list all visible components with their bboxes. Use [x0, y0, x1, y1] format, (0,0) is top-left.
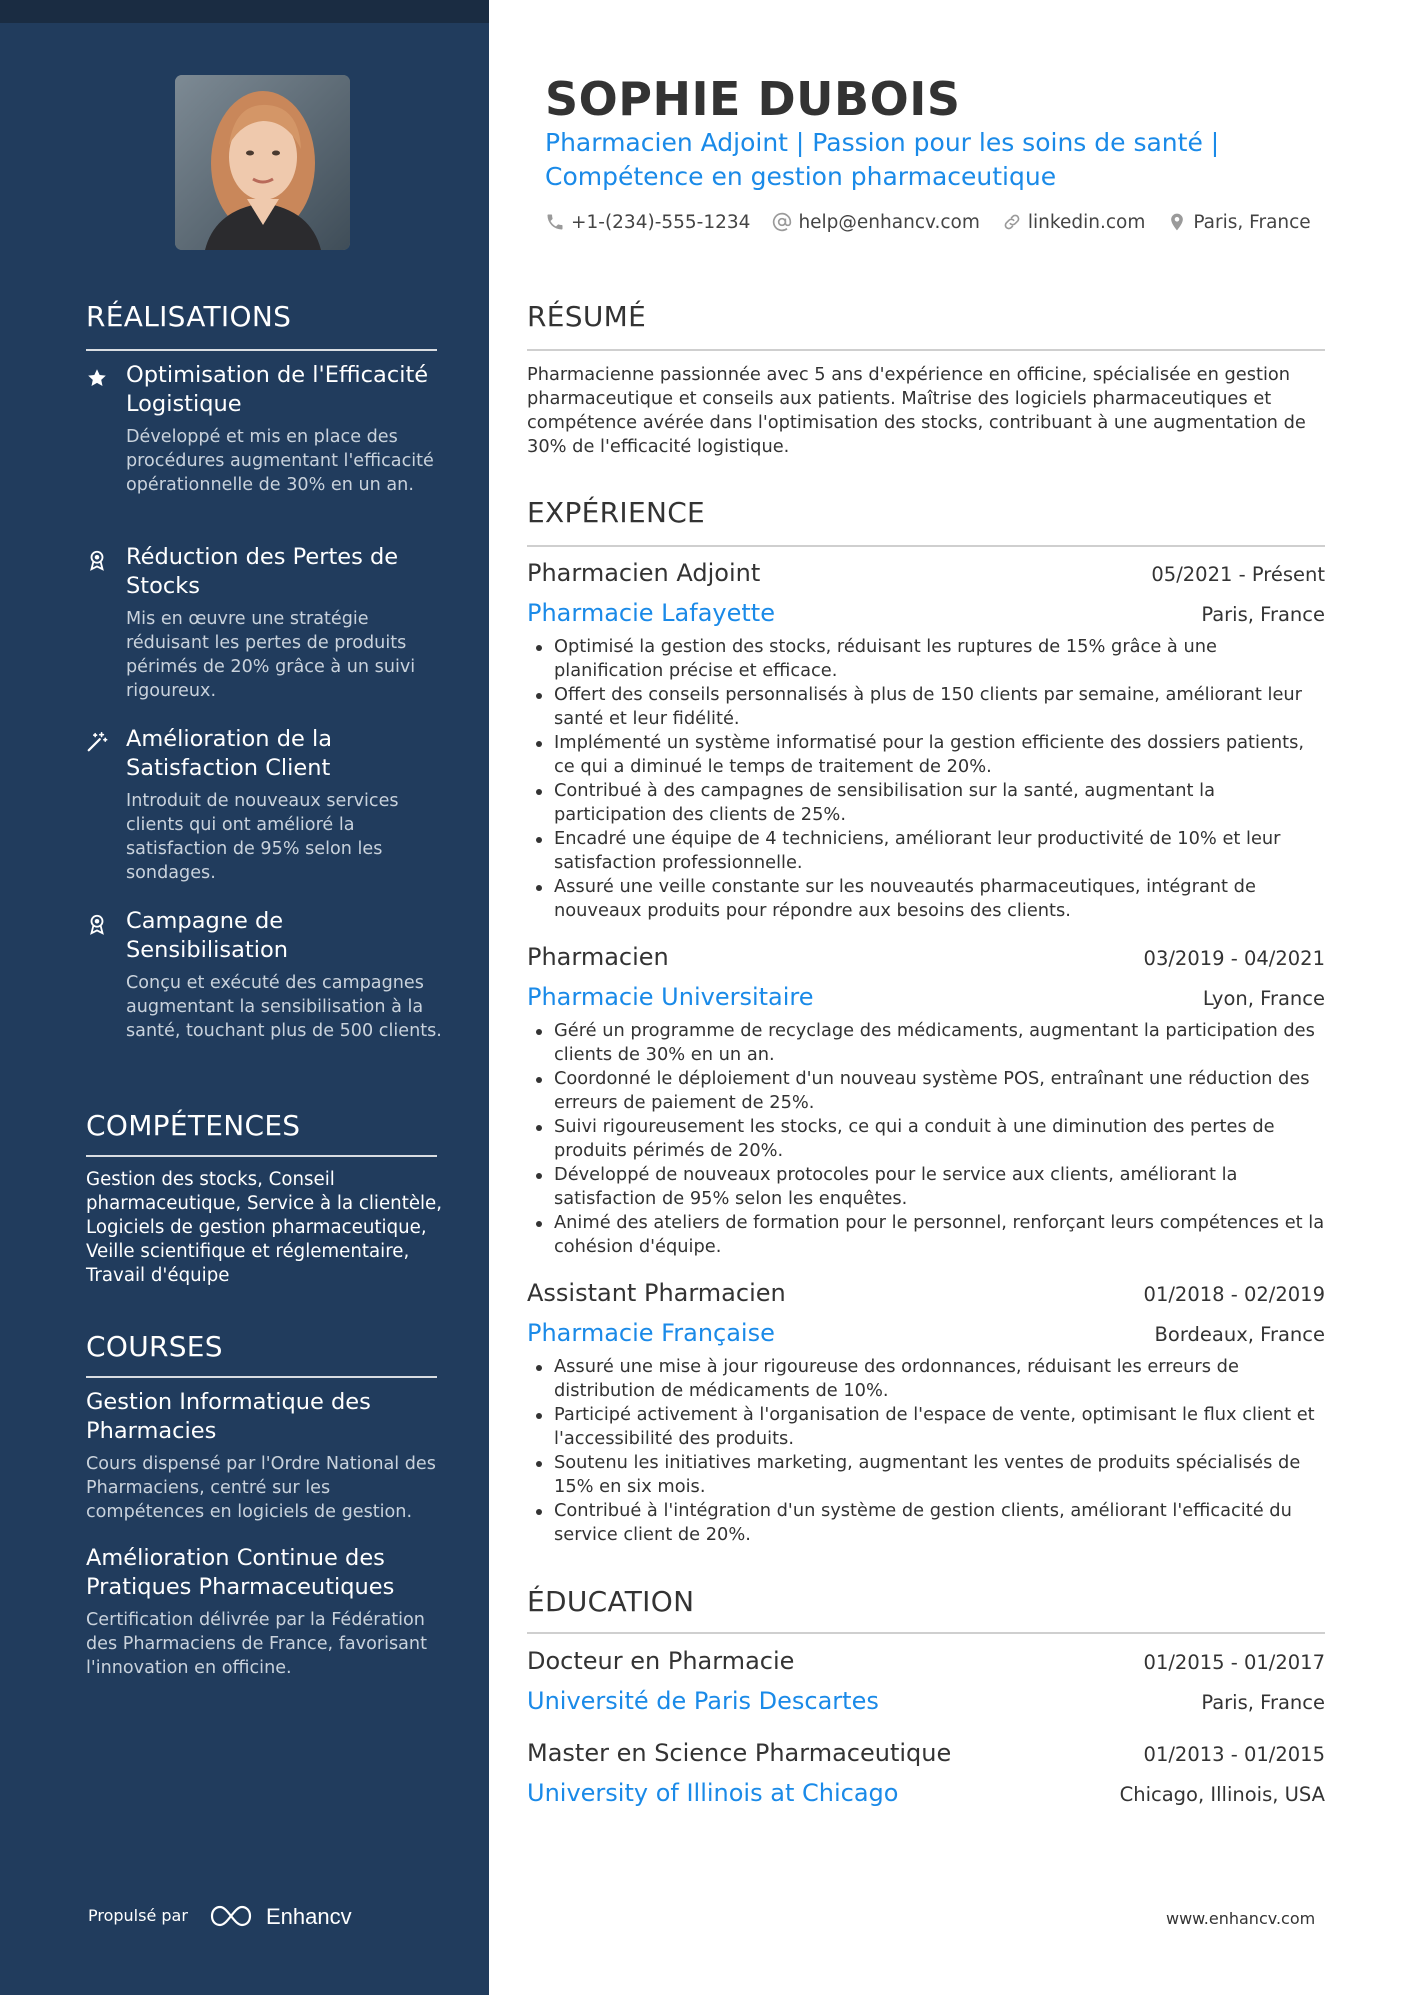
- job-location: Paris, France: [1201, 603, 1325, 626]
- list-item: Participé activement à l'organisation de l'espace de vente, optimisant le flux client et l'accessibilité des produits.: [527, 1403, 1325, 1451]
- achievement-title: Réduction des Pertes de Stocks: [126, 544, 399, 599]
- skills-divider: [86, 1155, 437, 1157]
- education-location: Chicago, Illinois, USA: [1119, 1783, 1325, 1806]
- achievement-description: Développé et mis en place des procédures augmentant l'efficacité opérationnelle de 30% en un an.: [126, 427, 434, 495]
- achievement-title: Optimisation de l'Efficacité Logistique: [126, 362, 429, 417]
- education-date: 01/2013 - 01/2015: [1143, 1743, 1325, 1766]
- achievement-item: [86, 725, 446, 885]
- list-item: Offert des conseils personnalisés à plus de 150 clients par semaine, améliorant leur santé et leur fidélité.: [527, 683, 1325, 731]
- achievement-item: [86, 543, 446, 703]
- candidate-name: SOPHIE DUBOIS: [545, 72, 961, 126]
- list-item: Développé de nouveaux protocoles pour le service aux clients, améliorant la satisfaction de 95% selon les enquêtes.: [527, 1163, 1325, 1211]
- headline-line-2: Compétence en gestion pharmaceutique: [545, 162, 1057, 191]
- courses-divider: [86, 1376, 437, 1378]
- list-item: Contribué à l'intégration d'un système de gestion clients, améliorant l'efficacité du service client de 20%.: [527, 1499, 1325, 1547]
- enhancv-logo[interactable]: [208, 1899, 368, 1933]
- education-divider: [527, 1632, 1325, 1634]
- job-entry: [527, 557, 1325, 923]
- achievement-description: Introduit de nouveaux services clients qui ont amélioré la satisfaction de 95% selon les sondages.: [126, 791, 399, 883]
- job-company[interactable]: Pharmacie Lafayette: [527, 599, 775, 627]
- job-bullets: [527, 1019, 1325, 1259]
- education-degree: Docteur en Pharmacie: [527, 1647, 795, 1675]
- job-role: Pharmacien: [527, 943, 669, 971]
- sidebar-top-strip: [0, 0, 489, 23]
- education-degree: Master en Science Pharmaceutique: [527, 1739, 952, 1767]
- job-entry: [527, 1277, 1325, 1547]
- course-item: [86, 1388, 451, 1524]
- summary-title: RÉSUMÉ: [527, 300, 647, 333]
- award-icon: [86, 549, 108, 571]
- skills-list: Gestion des stocks, Conseil pharmaceutique, Service à la clientèle, Logiciels de gestion pharmaceutique, Veille scientifique et réglementaire, Travail d'équipe: [86, 1169, 443, 1286]
- list-item: Encadré une équipe de 4 techniciens, améliorant leur productivité de 10% et leur satisfaction professionnelle.: [527, 827, 1325, 875]
- list-item: Animé des ateliers de formation pour le personnel, renforçant leurs compétences et la cohésion d'équipe.: [527, 1211, 1325, 1259]
- linkedin-text: linkedin.com: [1027, 211, 1146, 233]
- achievements-divider: [86, 349, 437, 351]
- email-text: help@enhancv.com: [798, 211, 980, 233]
- courses-title: COURSES: [86, 1330, 223, 1363]
- list-item: Assuré une veille constante sur les nouveautés pharmaceutiques, intégrant de nouveaux produits pour répondre aux besoins des clients.: [527, 875, 1325, 923]
- education-date: 01/2015 - 01/2017: [1143, 1651, 1325, 1674]
- job-company[interactable]: Pharmacie Universitaire: [527, 983, 814, 1011]
- summary-divider: [527, 349, 1325, 351]
- achievement-description: Mis en œuvre une stratégie réduisant les pertes de produits périmés de 20% grâce à un suivi rigoureux.: [126, 609, 416, 701]
- education-location: Paris, France: [1201, 1691, 1325, 1714]
- enhancv-brand-text: Enhancv: [266, 1904, 352, 1929]
- contact-linkedin[interactable]: [1002, 212, 1145, 233]
- list-item: Optimisé la gestion des stocks, réduisant les ruptures de 15% grâce à une planification précise et efficace.: [527, 635, 1325, 683]
- job-date: 05/2021 - Présent: [1151, 563, 1325, 586]
- contact-bar: [545, 208, 1333, 236]
- achievement-title: Campagne de Sensibilisation: [126, 908, 289, 963]
- list-item: Suivi rigoureusement les stocks, ce qui a conduit à une diminution des pertes de produits périmés de 20%.: [527, 1115, 1325, 1163]
- list-item: Coordonné le déploiement d'un nouveau système POS, entraînant une réduction des erreurs de paiement de 25%.: [527, 1067, 1325, 1115]
- contact-phone[interactable]: [545, 212, 750, 233]
- award-icon: [86, 913, 108, 935]
- course-title: Gestion Informatique des Pharmacies: [86, 1389, 371, 1444]
- summary-text: Pharmacienne passionnée avec 5 ans d'expérience en officine, spécialisée en gestion pharmaceutique et conseils aux patients. Maîtrise des logiciels pharmaceutiques et compétence avérée dans l'optimisation des stocks, contribuant à une augmentation de 30% de l'efficacité logistique.: [527, 364, 1306, 457]
- achievements-title: RÉALISATIONS: [86, 300, 292, 333]
- job-bullets: [527, 635, 1325, 923]
- job-entry: [527, 941, 1325, 1259]
- job-location: Lyon, France: [1202, 987, 1325, 1010]
- list-item: Implémenté un système informatisé pour la gestion efficiente des dossiers patients, ce qui a diminué le temps de traitement de 20%.: [527, 731, 1325, 779]
- powered-by-label: Propulsé par: [88, 1906, 188, 1925]
- achievement-item: [86, 361, 446, 497]
- job-location: Bordeaux, France: [1154, 1323, 1325, 1346]
- education-entry: [527, 1737, 1325, 1809]
- location-text: Paris, France: [1193, 211, 1311, 233]
- course-description: Certification délivrée par la Fédération des Pharmaciens de France, favorisant l'innovation en officine.: [86, 1610, 427, 1678]
- phone-text: +1-(234)-555-1234: [571, 211, 751, 233]
- job-role: Assistant Pharmacien: [527, 1279, 786, 1307]
- list-item: Soutenu les initiatives marketing, augmentant les ventes de produits spécialisés de 15% en six mois.: [527, 1451, 1325, 1499]
- list-item: Contribué à des campagnes de sensibilisation sur la santé, augmentant la participation des clients de 25%.: [527, 779, 1325, 827]
- course-description: Cours dispensé par l'Ordre National des Pharmaciens, centré sur les compétences en logiciels de gestion.: [86, 1454, 436, 1522]
- job-date: 01/2018 - 02/2019: [1143, 1283, 1325, 1306]
- education-title: ÉDUCATION: [527, 1585, 695, 1618]
- footer-url-link[interactable]: www.enhancv.com: [1166, 1909, 1316, 1928]
- contact-email[interactable]: [772, 212, 979, 233]
- list-item: Géré un programme de recyclage des médicaments, augmentant la participation des clients de 30% en un an.: [527, 1019, 1325, 1067]
- experience-divider: [527, 545, 1325, 547]
- achievement-title: Amélioration de la Satisfaction Client: [126, 726, 333, 781]
- profile-photo: [175, 75, 350, 250]
- achievement-description: Conçu et exécuté des campagnes augmentant la sensibilisation à la santé, touchant plus de 500 clients.: [126, 973, 442, 1041]
- course-item: [86, 1544, 451, 1680]
- star-icon: [86, 367, 108, 389]
- skills-title: COMPÉTENCES: [86, 1109, 301, 1142]
- experience-title: EXPÉRIENCE: [527, 496, 706, 529]
- job-bullets: [527, 1355, 1325, 1547]
- headline: [545, 126, 1305, 194]
- course-title: Amélioration Continue des Pratiques Pharmaceutiques: [86, 1545, 395, 1600]
- job-role: Pharmacien Adjoint: [527, 559, 761, 587]
- achievement-item: [86, 907, 446, 1043]
- link-icon: [1002, 212, 1022, 232]
- job-date: 03/2019 - 04/2021: [1143, 947, 1325, 970]
- contact-location: [1167, 212, 1310, 233]
- headline-line-1: Pharmacien Adjoint | Passion pour les soins de santé |: [545, 128, 1220, 157]
- sidebar: [0, 0, 489, 1995]
- list-item: Assuré une mise à jour rigoureuse des ordonnances, réduisant les erreurs de distribution de médicaments de 10%.: [527, 1355, 1325, 1403]
- education-entry: [527, 1645, 1325, 1717]
- phone-icon: [545, 212, 565, 232]
- job-company[interactable]: Pharmacie Française: [527, 1319, 775, 1347]
- location-pin-icon: [1167, 212, 1187, 232]
- magic-wand-icon: [86, 731, 108, 753]
- education-school[interactable]: Université de Paris Descartes: [527, 1687, 879, 1715]
- education-school[interactable]: University of Illinois at Chicago: [527, 1779, 899, 1807]
- at-sign-icon: [772, 212, 792, 232]
